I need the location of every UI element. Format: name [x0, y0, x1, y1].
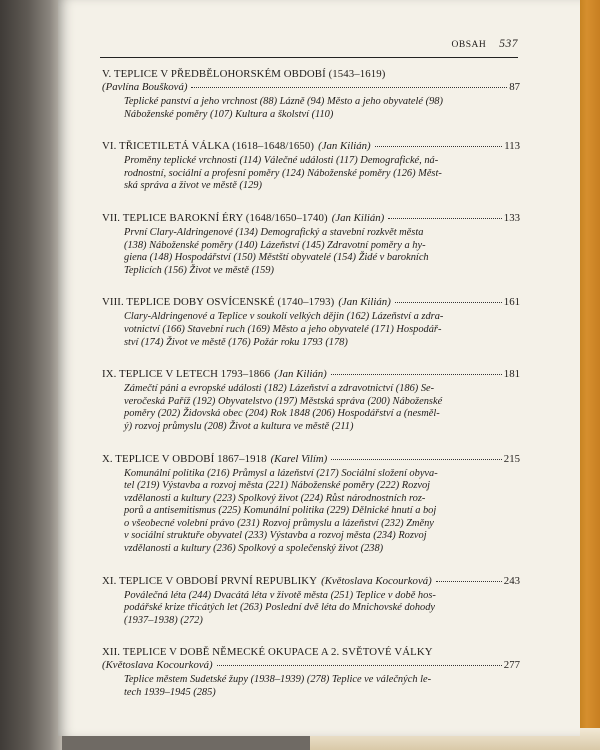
- toc-entry: [102, 368, 520, 433]
- leader-dots: [331, 374, 502, 375]
- subtopic-line: poměry (202) Židovská obec (204) Rok 1848 (206) Hospodářství a (nesměl-: [124, 408, 440, 420]
- chapter-subtopics: [124, 96, 520, 121]
- chapter-title: XI. TEPLICE V OBDOBÍ PRVNÍ REPUBLIKY: [102, 574, 318, 587]
- subtopic-line: vzdělanosti a kultury (236) Spolkový a společenský život (238): [124, 543, 384, 555]
- chapter-title: VIII. TEPLICE DOBY OSVÍCENSKÉ (1740–1793): [102, 296, 335, 309]
- toc-entry: [102, 212, 520, 277]
- subtopic-line: Zámečtí páni a evropské události (182) Lázeňství a zdravotnictví (186) Se-: [124, 383, 435, 395]
- toc-entry: [102, 140, 520, 193]
- toc-entry: [102, 68, 520, 121]
- book-cover-edge: [578, 0, 600, 750]
- chapter-author: (Jan Kilián): [318, 140, 371, 153]
- subtopic-line: ství (174) Život ve městě (176) Požár roku 1793 (178): [124, 336, 348, 348]
- subtopic-line: v sociální struktuře obyvatel (233) Výstavba a rozvoj města (234) Rozvoj: [124, 530, 427, 542]
- book-page: [58, 0, 580, 736]
- table-of-contents: [102, 68, 520, 719]
- chapter-page: 161: [503, 296, 520, 309]
- leader-dots: [191, 87, 507, 88]
- toc-entry: [102, 453, 520, 556]
- chapter-title: V. TEPLICE V PŘEDBĚLOHORSKÉM OBDOBÍ (1543–1619): [102, 68, 386, 80]
- leader-dots: [388, 218, 502, 219]
- chapter-page: 181: [503, 368, 520, 381]
- subtopic-line: ská správa a život ve městě (129): [124, 180, 262, 192]
- leader-dots: [217, 665, 502, 666]
- subtopic-line: tech 1939–1945 (285): [124, 687, 216, 699]
- chapter-title: IX. TEPLICE V LETECH 1793–1866: [102, 368, 271, 381]
- subtopic-line: vzdělanosti a kultury (223) Spolkový život (224) Růst národnostních roz-: [124, 492, 426, 504]
- chapter-subtopics: [124, 227, 520, 277]
- subtopic-line: podářské krize třicátých let (263) Poslední dvě léta do Mnichovské dohody: [124, 602, 436, 614]
- chapter-author: (Květoslava Kocourková): [102, 659, 213, 672]
- subtopic-line: Komunální politika (216) Průmysl a lázeňství (217) Sociální složení obyva-: [124, 467, 438, 479]
- chapter-subtopics: [124, 155, 520, 193]
- subtopic-line: (138) Náboženské poměry (140) Lázeňství (145) Zdravotní poměry a hy-: [124, 239, 426, 251]
- chapter-author: (Jan Kilián): [331, 211, 385, 224]
- chapter-page: 133: [503, 211, 520, 224]
- running-header: [452, 38, 518, 50]
- chapter-page: 215: [503, 452, 520, 465]
- leader-dots: [375, 146, 503, 147]
- chapter-author: (Jan Kilián): [274, 368, 327, 381]
- subtopic-line: ý) rozvoj průmyslu (208) Život a kultura ve městě (211): [124, 420, 354, 432]
- header-rule: [100, 57, 518, 58]
- chapter-author: (Jan Kilián): [338, 296, 391, 309]
- leader-dots: [331, 459, 502, 460]
- chapter-subtopics: [124, 468, 520, 556]
- chapter-title: X. TEPLICE V OBDOBÍ 1867–1918: [102, 452, 267, 465]
- chapter-page: 113: [504, 140, 520, 153]
- subtopic-line: votnictví (166) Stavební ruch (169) Město a jeho obyvatelé (171) Hospodář-: [124, 323, 442, 335]
- header-section-name: OBSAH: [451, 40, 487, 50]
- chapter-author: (Květoslava Kocourková): [321, 574, 432, 587]
- chapter-title: VI. TŘICETILETÁ VÁLKA (1618–1648/1650): [102, 140, 315, 153]
- header-page-number: 537: [499, 38, 518, 50]
- subtopic-line: giena (148) Hospodářství (150) Městští obyvatelé (154) Židé v barokních: [124, 252, 429, 264]
- chapter-subtopics: [124, 383, 520, 433]
- toc-entry: [102, 296, 520, 349]
- book-binding-shadow: [0, 0, 62, 750]
- subtopic-line: o všeobecné volební právo (231) Rozvoj průmyslu a lázeňství (232) Změny: [124, 517, 434, 529]
- subtopic-line: Teplice městem Sudetské župy (1938–1939) (278) Teplice ve válečných le-: [124, 674, 432, 686]
- subtopic-line: tel (219) Výstavba a rozvoj města (221) Náboženské poměry (222) Rozvoj: [124, 480, 431, 492]
- subtopic-line: Clary-Aldringenové a Teplice v soukolí velkých dějin (162) Lázeňství a zdra-: [124, 311, 444, 323]
- chapter-title: XII. TEPLICE V DOBĚ NĚMECKÉ OKUPACE A 2. SVĚTOVÉ VÁLKY: [102, 646, 433, 659]
- subtopic-line: porů a antisemitismus (225) Komunální politika (229) Dělnické hnutí a boj: [124, 505, 437, 517]
- chapter-title: VII. TEPLICE BAROKNÍ ÉRY (1648/1650–1740): [102, 211, 328, 224]
- chapter-subtopics: [124, 311, 520, 349]
- subtopic-line: První Clary-Aldringenové (134) Demografický a stavební rozkvět města: [124, 226, 424, 238]
- toc-entry: [102, 646, 520, 699]
- chapter-author: (Pavlína Boušková): [102, 81, 188, 93]
- chapter-author: (Karel Vilím): [270, 452, 328, 465]
- subtopic-line: (1937–1938) (272): [124, 614, 203, 626]
- chapter-subtopics: [124, 590, 520, 628]
- chapter-subtopics: [124, 674, 520, 699]
- leader-dots: [436, 581, 502, 582]
- toc-entry: [102, 575, 520, 628]
- subtopic-line: rodnostní, sociální a profesní poměry (124) Náboženské poměry (126) Měst-: [124, 167, 442, 179]
- subtopic-line: Náboženské poměry (107) Kultura a školství (110): [124, 108, 334, 120]
- chapter-page: 277: [503, 659, 520, 672]
- chapter-page: 87: [509, 81, 520, 93]
- subtopic-line: Poválečná léta (244) Dvacátá léta v životě města (251) Teplice v době hos-: [124, 589, 436, 601]
- leader-dots: [395, 302, 502, 303]
- subtopic-line: Proměny teplické vrchnosti (114) Válečné události (117) Demografické, ná-: [124, 155, 439, 167]
- subtopic-line: Teplicích (156) Život ve městě (159): [124, 264, 274, 276]
- subtopic-line: Teplické panství a jeho vrchnost (88) Lázně (94) Město a jeho obyvatelé (98): [124, 96, 443, 107]
- subtopic-line: veročeská Paříž (192) Obyvatelstvo (197) Městská správa (200) Náboženské: [124, 395, 443, 407]
- chapter-page: 243: [503, 574, 520, 587]
